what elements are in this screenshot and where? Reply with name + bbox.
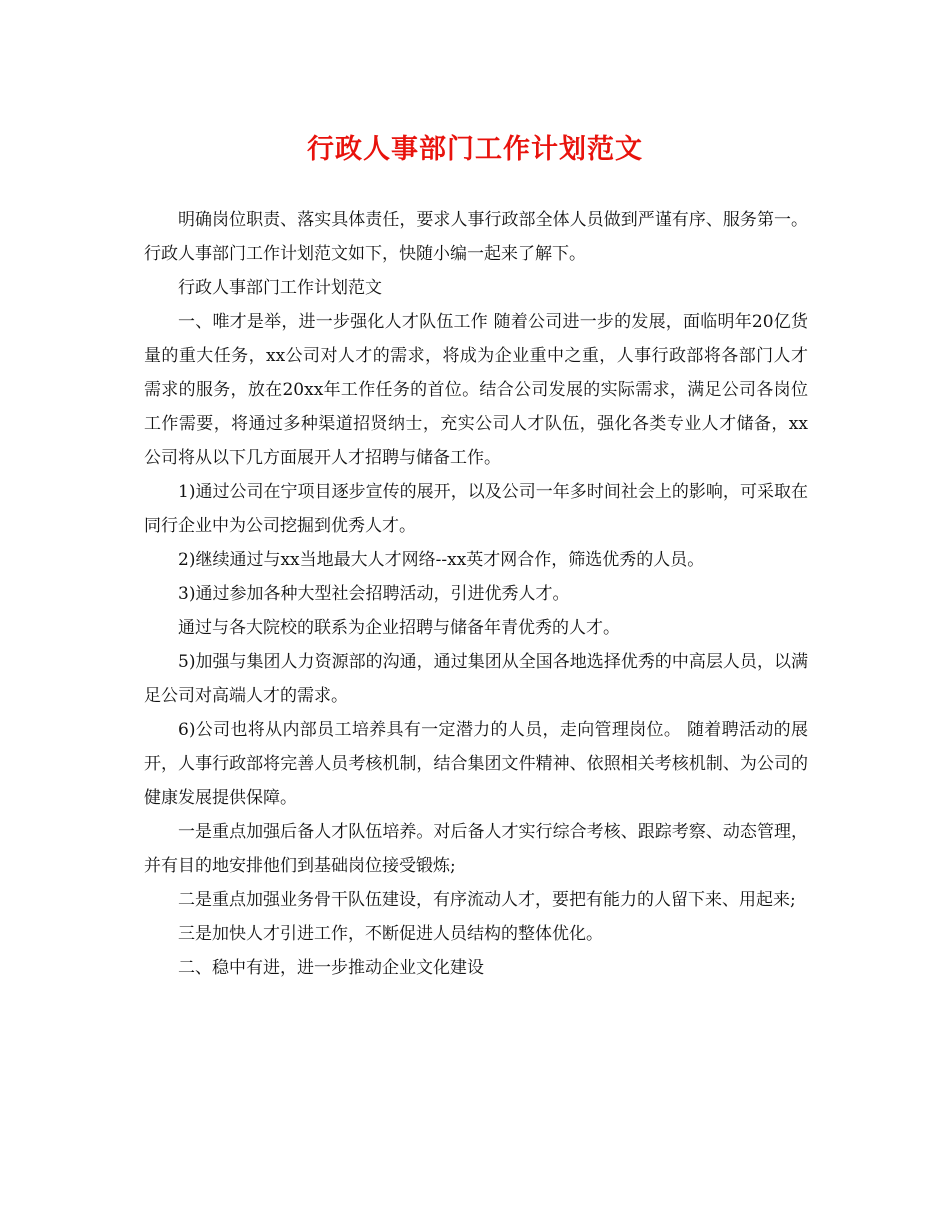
paragraph: 1)通过公司在宁项目逐步宣传的展开，以及公司一年多时间社会上的影响，可采取在同行企业中为公司挖掘到优秀人才。: [144, 482, 808, 536]
paragraph: 二、稳中有进，进一步推动企业文化建设: [178, 958, 484, 978]
document-body: [144, 203, 808, 985]
paragraph: 明确岗位职责、落实具体责任，要求人事行政部全体人员做到严谨有序、服务第一。行政人事部门工作计划范文如下，快随小编一起来了解下。: [144, 210, 808, 264]
paragraph: 5)加强与集团人力资源部的沟通，通过集团从全国各地选择优秀的中高层人员，以满足公司对高端人才的需求。: [144, 652, 808, 706]
paragraph: 通过与各大院校的联系为企业招聘与储备年青优秀的人才。: [178, 618, 620, 638]
paragraph: 6)公司也将从内部员工培养具有一定潜力的人员，走向管理岗位。 随着聘活动的展开，人事行政部将完善人员考核机制，结合集团文件精神、依照相关考核机制、为公司的健康发展提供保障。: [144, 720, 808, 808]
paragraph: 一是重点加强后备人才队伍培养。对后备人才实行综合考核、跟踪考察、动态管理，并有目的地安排他们到基础岗位接受锻炼;: [144, 822, 808, 876]
paragraph: 行政人事部门工作计划范文: [178, 278, 382, 298]
document-title: 行政人事部门工作计划范文: [307, 134, 643, 165]
paragraph: 2)继续通过与xx当地最大人才网络--xx英才网合作，筛选优秀的人员。: [178, 550, 705, 570]
paragraph: 二是重点加强业务骨干队伍建设，有序流动人才，要把有能力的人留下来、用起来;: [178, 890, 796, 910]
paragraph: 3)通过参加各种大型社会招聘活动，引进优秀人才。: [178, 584, 570, 604]
paragraph: 三是加快人才引进工作，不断促进人员结构的整体优化。: [178, 924, 603, 944]
paragraph: 一、唯才是举，进一步强化人才队伍工作 随着公司进一步的发展，面临明年20亿货量的重大任务，xx公司对人才的需求，将成为企业重中之重，人事行政部将各部门人才需求的服务，放在20xx年工作任务的首位。结合公司发展的实际需求，满足公司各岗位工作需要，将通过多种渠道招贤纳士，充实公司人才队伍，强化各类专业人才储备，xx公司将从以下几方面展开人才招聘与储备工作。: [144, 312, 808, 468]
